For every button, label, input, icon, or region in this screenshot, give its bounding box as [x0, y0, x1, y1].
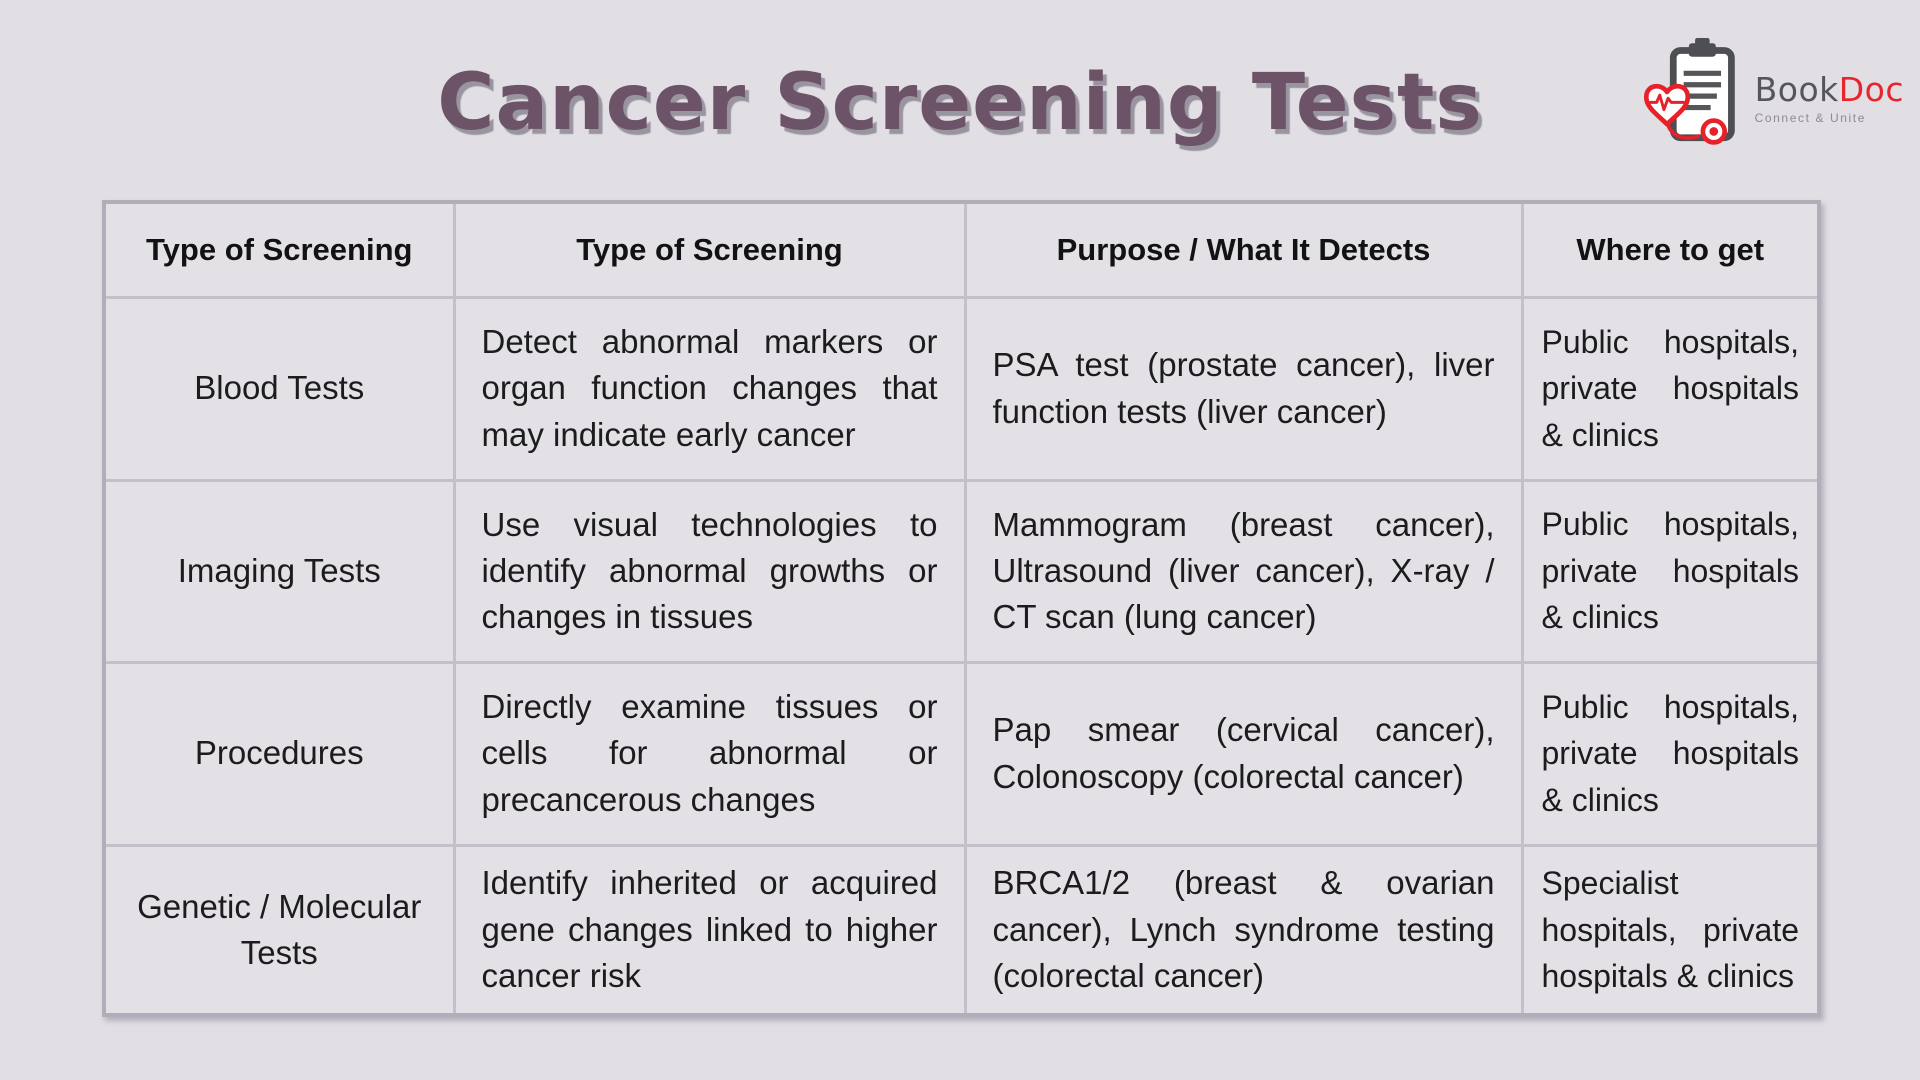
cell-method: Detect abnormal markers or organ function changes that may indicate early cancer — [454, 297, 965, 480]
table-row — [104, 845, 1819, 1015]
brand-book: Book — [1754, 70, 1839, 109]
cell-type: Blood Tests — [104, 297, 454, 480]
cell-method: Use visual technologies to identify abnormal growths or changes in tissues — [454, 480, 965, 662]
table-row — [104, 297, 1819, 480]
cell-type: Procedures — [104, 662, 454, 845]
cell-where: Public hospitals, private hospitals & clinics — [1522, 662, 1819, 845]
table-row — [104, 480, 1819, 662]
cell-where: Public hospitals, private hospitals & clinics — [1522, 480, 1819, 662]
page-title: Cancer Screening Tests — [437, 58, 1483, 148]
brand-tagline: Connect & Unite — [1754, 111, 1866, 125]
table-row — [104, 662, 1819, 845]
header-type-of-screening-1: Type of Screening — [104, 202, 454, 297]
header-type-of-screening-2: Type of Screening — [454, 202, 965, 297]
cell-type: Genetic / Molecular Tests — [104, 845, 454, 1015]
cell-where: Public hospitals, private hospitals & clinics — [1522, 297, 1819, 480]
cell-purpose: BRCA1/2 (breast & ovarian cancer), Lynch syndrome testing (colorectal cancer) — [965, 845, 1522, 1015]
table-header-row — [104, 202, 1819, 297]
cell-purpose: PSA test (prostate cancer), liver function tests (liver cancer) — [965, 297, 1522, 480]
brand-doc: Doc — [1838, 70, 1904, 109]
cell-purpose: Pap smear (cervical cancer), Colonoscopy (colorectal cancer) — [965, 662, 1522, 845]
cell-method: Identify inherited or acquired gene changes linked to higher cancer risk — [454, 845, 965, 1015]
bookdoc-clipboard-heart-icon — [1641, 38, 1745, 146]
screening-table — [102, 200, 1821, 1017]
cell-purpose: Mammogram (breast cancer), Ultrasound (liver cancer), X-ray / CT scan (lung cancer) — [965, 480, 1522, 662]
cell-method: Directly examine tissues or cells for abnormal or precancerous changes — [454, 662, 965, 845]
brand-name — [1754, 70, 1904, 109]
bookdoc-logo — [1641, 38, 1904, 146]
cell-where: Specialist hospitals, private hospitals & clinics — [1522, 845, 1819, 1015]
header-where-to-get: Where to get — [1522, 202, 1819, 297]
logo-text — [1754, 70, 1904, 125]
cell-type: Imaging Tests — [104, 480, 454, 662]
header-purpose: Purpose / What It Detects — [965, 202, 1522, 297]
